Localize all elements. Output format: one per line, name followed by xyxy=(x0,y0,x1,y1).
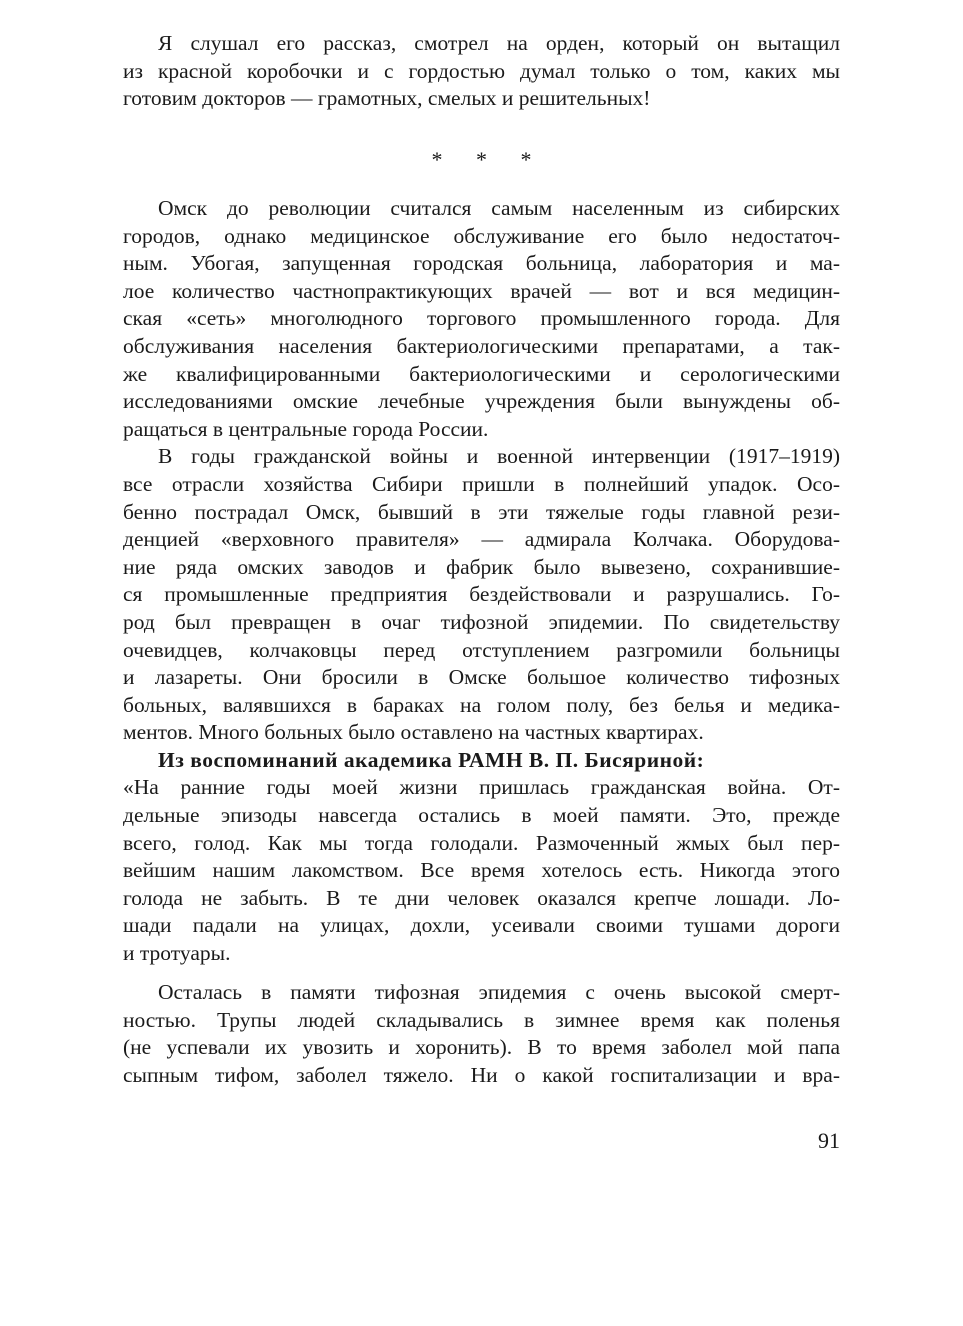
text-line: ментов. Много больных было оставлено на частных квартирах. xyxy=(123,720,704,745)
text-line: ся промышленные предприятия бездействовали и разрушались. Го- xyxy=(123,582,840,607)
text-line: ным. Убогая, запущенная городская больница, лаборатория и ма- xyxy=(123,251,840,276)
text-line: Осталась в памяти тифозная эпидемия с очень высокой смерт- xyxy=(158,980,840,1004)
text-line: шади падали на улицах, дохли, усеивали своими тушами дороги xyxy=(123,913,840,938)
text-line: Я слушал его рассказ, смотрел на орден, который он вытащил xyxy=(158,31,840,55)
text-line: род был превращен в очаг тифозной эпидемии. По свидетельству xyxy=(123,609,840,634)
text-line: же квалифицированными бактериологическими и серологическими xyxy=(123,361,840,386)
text-line: и тротуары. xyxy=(123,941,231,966)
text-line: больных, валявшихся в бараках на голом полу, без белья и медика- xyxy=(123,692,840,717)
page-number: 91 xyxy=(818,1128,840,1153)
text-line: исследованиями омские лечебные учреждения были вынуждены об- xyxy=(123,389,840,414)
text-line: В годы гражданской войны и военной интервенции (1917–1919) xyxy=(158,444,840,469)
section-separator: * * * xyxy=(431,147,546,172)
text-line: ращаться в центральные города России. xyxy=(123,416,489,441)
text-line: сыпным тифом, заболел тяжело. Ни о какой госпитализации и вра- xyxy=(123,1062,840,1087)
text-line: ние ряда омских заводов и фабрик было вывезено, сохранившие- xyxy=(123,554,840,579)
text-line: очевидцев, колчаковцы перед отступлением разгромили больницы xyxy=(123,637,840,662)
text-line: и лазареты. Они бросили в Омске большое количество тифозных xyxy=(123,665,840,690)
text-line: из красной коробочки и с гордостью думал только о том, каких мы xyxy=(123,58,840,83)
text-line: Омск до революции считался самым населенным из сибирских xyxy=(158,196,840,220)
text-line: готовим докторов — грамотных, смелых и решительных! xyxy=(123,86,651,111)
text-line: денцией «верховного правителя» — адмирала Колчака. Оборудова- xyxy=(123,527,840,552)
text-line: всего, голод. Как мы тогда голодали. Размоченный жмых был пер- xyxy=(123,830,840,855)
text-line: все отрасли хозяйства Сибири пришли в полнейший упадок. Осо- xyxy=(123,471,840,496)
text-line: бенно пострадал Омск, бывший в эти тяжелые годы главной рези- xyxy=(123,499,840,524)
quote-heading: Из воспоминаний академика РАМН В. П. Бисяриной: xyxy=(158,747,705,772)
text-line: городов, однако медицинское обслуживание его было недостаточ- xyxy=(123,223,840,248)
text-line: дельные эпизоды навсегда остались в моей памяти. Это, прежде xyxy=(123,803,840,828)
intro-paragraph xyxy=(123,30,840,113)
text-line: «На ранние годы моей жизни пришлась гражданская война. От- xyxy=(123,775,840,800)
text-line: обслуживания населения бактериологическими препаратами, а так- xyxy=(123,333,840,358)
final-paragraph xyxy=(123,979,840,1089)
text-line: ностью. Трупы людей складывались в зимнее время как поленья xyxy=(123,1007,840,1032)
text-line: вейшим нашим лакомством. Все время хотелось есть. Никогда этого xyxy=(123,858,840,883)
text-line: голода не забыть. В те дни человек оказался крепче лошади. Ло- xyxy=(123,885,840,910)
text-line: лое количество частнопрактикующих врачей — вот и вся медицин- xyxy=(123,278,840,303)
text-line: ская «сеть» многолюдного торгового промышленного города. Для xyxy=(123,306,840,331)
text-line: (не успевали их увозить и хоронить). В то время заболел мой папа xyxy=(123,1035,840,1060)
main-section xyxy=(123,195,840,968)
